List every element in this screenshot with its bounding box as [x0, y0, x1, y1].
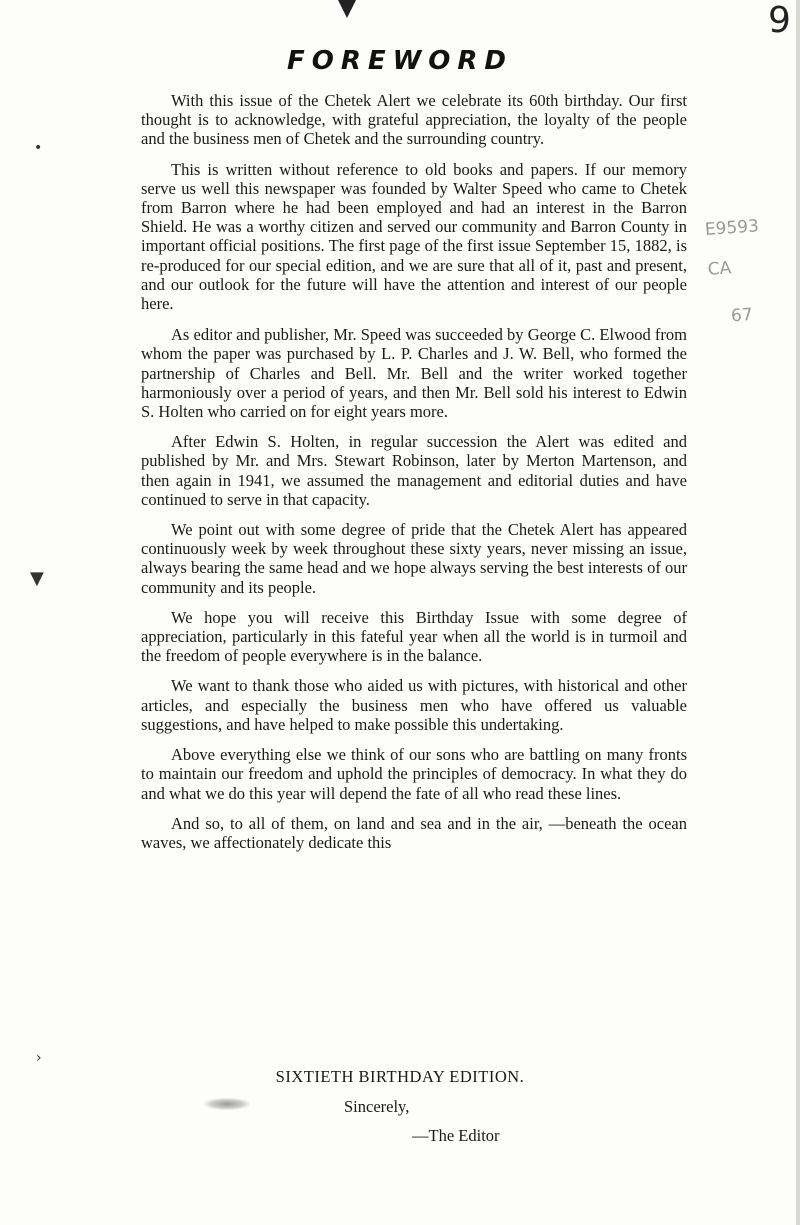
paragraph: We hope you will receive this Birthday Issue with some degree of appreciation, particularly in this fateful year when all the world is in turmoil and the freedom of people everywhere is in the balance.: [141, 607, 687, 666]
annotation-line: 67: [730, 304, 754, 327]
paragraph: With this issue of the Chetek Alert we celebrate its 60th birthday. Our first thought is to acknowledge, with grateful appreciation, the loyalty of the people and the business men of Chetek and the surrounding country.: [141, 91, 687, 149]
page-title: FOREWORD: [286, 46, 514, 76]
paragraph: Above everything else we think of our sons who are battling on many fronts to maintain our freedom and uphold the principles of democracy. In what they do and what we do this year will depend the fate of all who read these lines.: [141, 745, 687, 803]
annotation-line: CA: [707, 258, 732, 280]
page-number: 9: [768, 0, 791, 41]
annotation-line: E9593: [704, 216, 760, 240]
paragraph: As editor and publisher, Mr. Speed was succeeded by George C. Elwood from whom the paper was purchased by L. P. Charles and J. W. Bell, who formed the partnership of Charles and Bell. Mr. Bell and the writer worked together harmoniously over a period of years, and then Mr. Bell sold his interest to Edwin S. Holten who carried on for eight years more.: [141, 325, 687, 422]
paragraph: After Edwin S. Holten, in regular succession the Alert was edited and published by Mr. and Mrs. Stewart Robinson, later by Merton Martenson, and then again in 1941, we assumed the management and editorial duties and have continued to serve in that capacity.: [141, 432, 687, 509]
foreword-body: [141, 91, 687, 863]
sincerely-line: Sincerely,: [344, 1097, 410, 1116]
edge-arrow-icon: ▼: [30, 568, 44, 589]
edge-mark-icon: ›: [36, 1050, 42, 1066]
editor-signature: —The Editor: [412, 1126, 500, 1145]
margin-annotation: [704, 206, 767, 337]
edge-mark-icon: •: [34, 140, 43, 156]
paragraph: We want to thank those who aided us with pictures, with historical and other articles, and especially the business men who have offered us valuable suggestions, and have helped to make possible this undertaking.: [141, 676, 687, 734]
paragraph: And so, to all of them, on land and sea and in the air, —beneath the ocean waves, we affectionately dedicate this: [141, 813, 687, 852]
ink-smudge: [204, 1098, 250, 1110]
paragraph: This is written without reference to old books and papers. If our memory serve us well this newspaper was founded by Walter Speed who came to Chetek from Barron where he had been employed and had an interest in the Barron Shield. He was a worthy citizen and served our community and Barron County in important official positions. The first page of the first issue September 15, 1882, is re-produced for our special edition, and we are sure that all of it, past and present, and our outlook for the future will have the attention and interest of our people here.: [141, 159, 687, 314]
page-edge: [796, 0, 800, 1225]
top-notch-mark: [338, 0, 356, 18]
paragraph: We point out with some degree of pride that the Chetek Alert has appeared continuously week by week throughout these sixty years, never missing an issue, always bearing the same head and we hope always serving the best interests of our community and its people.: [141, 520, 687, 597]
edition-line: SIXTIETH BIRTHDAY EDITION.: [275, 1067, 525, 1086]
